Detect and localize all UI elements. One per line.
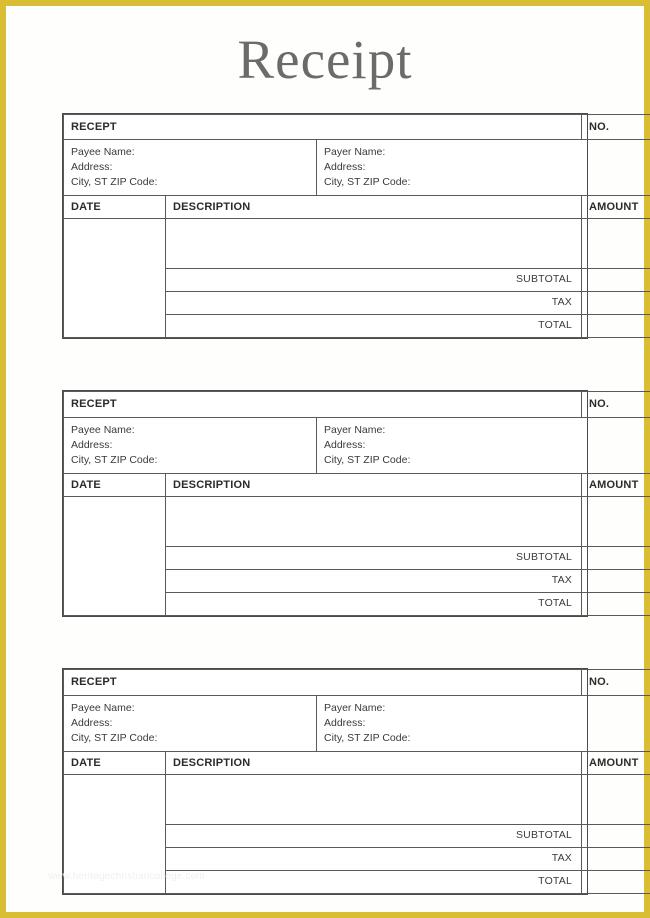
page-title: Receipt: [237, 29, 413, 90]
receipt-number-cell[interactable]: [582, 114, 650, 139]
subtotal-label: SUBTOTAL: [515, 273, 573, 286]
total-value-cell[interactable]: [582, 315, 650, 338]
column-header-description-label: DESCRIPTION: [173, 479, 251, 492]
description-entry-cell[interactable]: [166, 775, 582, 825]
line-item-row: [64, 219, 650, 269]
total-value-cell[interactable]: [582, 871, 650, 894]
column-header-date-label: DATE: [71, 757, 101, 770]
column-header-description-label: DESCRIPTION: [173, 201, 251, 214]
tax-label-cell: [166, 292, 582, 315]
tax-value-cell[interactable]: [582, 848, 650, 871]
total-label: TOTAL: [538, 597, 573, 610]
receipt-blocks-container: [6, 113, 644, 896]
tax-value-cell[interactable]: [582, 292, 650, 315]
subtotal-value-cell[interactable]: [582, 547, 650, 570]
subtotal-label-cell: [166, 269, 582, 292]
payer-name-label: Payer Name:: [324, 701, 386, 714]
payee-address-label: Address:: [71, 438, 113, 451]
column-header-date: [64, 474, 166, 497]
receipt-heading-cell: [64, 670, 582, 695]
tax-label-cell: [166, 848, 582, 871]
description-entry-cell[interactable]: [166, 219, 582, 269]
payee-cell[interactable]: [64, 695, 317, 752]
tax-value-cell[interactable]: [582, 570, 650, 593]
column-header-amount: [582, 196, 650, 219]
column-header-amount-label: AMOUNT: [589, 757, 639, 770]
receipt-header-row: [64, 114, 650, 139]
receipt-heading-cell: [64, 114, 582, 139]
receipt-header-row: [64, 670, 650, 695]
total-label-cell: [166, 315, 582, 338]
tax-label: TAX: [551, 574, 573, 587]
parties-row: [64, 417, 650, 474]
amount-entry-cell[interactable]: [582, 775, 650, 825]
line-item-row: [64, 497, 650, 547]
column-header-amount: [582, 474, 650, 497]
receipt-heading-cell: [64, 392, 582, 417]
receipt-header-row: [64, 392, 650, 417]
column-header-date-label: DATE: [71, 201, 101, 214]
total-label: TOTAL: [538, 875, 573, 888]
total-label: TOTAL: [538, 319, 573, 332]
column-header-date: [64, 196, 166, 219]
payee-address-label: Address:: [71, 161, 113, 174]
payer-city-label: City, ST ZIP Code:: [324, 732, 411, 745]
total-value-cell[interactable]: [582, 593, 650, 616]
amount-entry-cell[interactable]: [582, 219, 650, 269]
column-header-date-label: DATE: [71, 479, 101, 492]
column-header-amount-label: AMOUNT: [589, 201, 639, 214]
column-header-amount: [582, 752, 650, 775]
tax-label-cell: [166, 570, 582, 593]
payee-city-label: City, ST ZIP Code:: [71, 176, 158, 189]
payee-name-label: Payee Name:: [71, 145, 135, 158]
payer-cell[interactable]: [317, 139, 650, 196]
receipt-heading: RECEPT: [71, 676, 117, 689]
receipt-number-cell[interactable]: [582, 670, 650, 695]
watermark: www.heritagechristiancollege.com: [48, 871, 206, 882]
payer-city-label: City, ST ZIP Code:: [324, 176, 411, 189]
column-header-description: [166, 752, 582, 775]
total-label-cell: [166, 593, 582, 616]
receipt-heading: RECEPT: [71, 398, 117, 411]
payer-name-label: Payer Name:: [324, 145, 386, 158]
payee-city-label: City, ST ZIP Code:: [71, 732, 158, 745]
payer-cell[interactable]: [317, 417, 650, 474]
receipt-number-label: NO.: [589, 398, 610, 411]
column-header-date: [64, 752, 166, 775]
payer-address-label: Address:: [324, 438, 366, 451]
column-headers-row: [64, 752, 650, 775]
payee-cell[interactable]: [64, 139, 317, 196]
payer-city-label: City, ST ZIP Code:: [324, 454, 411, 467]
receipt-number-label: NO.: [589, 120, 610, 133]
payer-address-label: Address:: [324, 716, 366, 729]
line-item-row: [64, 775, 650, 825]
receipt-block: [62, 668, 639, 895]
column-header-description-label: DESCRIPTION: [173, 757, 251, 770]
receipt-block: [62, 390, 639, 617]
column-header-description: [166, 474, 582, 497]
subtotal-label-cell: [166, 547, 582, 570]
tax-label: TAX: [551, 296, 573, 309]
payer-cell[interactable]: [317, 695, 650, 752]
subtotal-value-cell[interactable]: [582, 269, 650, 292]
tax-label: TAX: [551, 852, 573, 865]
subtotal-label: SUBTOTAL: [515, 551, 573, 564]
payee-city-label: City, ST ZIP Code:: [71, 454, 158, 467]
column-headers-row: [64, 196, 650, 219]
date-entry-cell[interactable]: [64, 497, 166, 616]
parties-row: [64, 695, 650, 752]
parties-row: [64, 139, 650, 196]
total-label-cell: [166, 871, 582, 894]
receipt-heading: RECEPT: [71, 120, 117, 133]
payee-name-label: Payee Name:: [71, 423, 135, 436]
amount-entry-cell[interactable]: [582, 497, 650, 547]
receipt-block: [62, 113, 639, 340]
payer-address-label: Address:: [324, 161, 366, 174]
column-header-amount-label: AMOUNT: [589, 479, 639, 492]
subtotal-label-cell: [166, 825, 582, 848]
description-entry-cell[interactable]: [166, 497, 582, 547]
payee-name-label: Payee Name:: [71, 701, 135, 714]
column-headers-row: [64, 474, 650, 497]
subtotal-label: SUBTOTAL: [515, 829, 573, 842]
receipt-number-cell[interactable]: [582, 392, 650, 417]
date-entry-cell[interactable]: [64, 219, 166, 338]
payee-cell[interactable]: [64, 417, 317, 474]
column-header-description: [166, 196, 582, 219]
receipt-number-label: NO.: [589, 676, 610, 689]
payer-name-label: Payer Name:: [324, 423, 386, 436]
subtotal-value-cell[interactable]: [582, 825, 650, 848]
payee-address-label: Address:: [71, 716, 113, 729]
